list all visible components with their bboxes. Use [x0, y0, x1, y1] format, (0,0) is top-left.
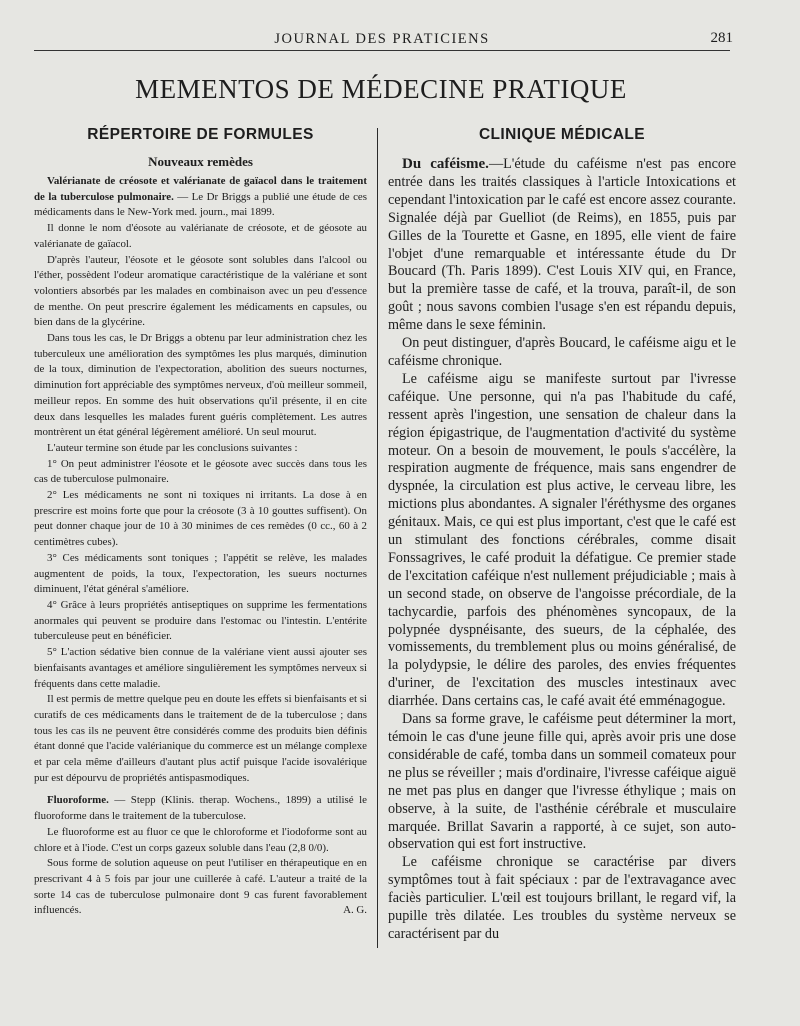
- paragraph: On peut distinguer, d'après Boucard, le caféisme aigu et le caféisme chronique.: [388, 335, 736, 369]
- conclusion-5: 5° L'action sédative bien connue de la valériane vient aussi ajouter ses bienfaisants avantages et améliore singulièrement les symptômes nerveux si fréquents dans cette maladie.: [34, 646, 367, 690]
- paragraph: Le fluoroforme est au fluor ce que le chloroforme et l'iodoforme sont au chlore et à l'iode. C'est un corps gazeux soluble dans l'eau (2,8 0/0).: [34, 825, 367, 854]
- section-heading-formulas: RÉPERTOIRE DE FORMULES: [87, 126, 314, 143]
- paragraph-fluoroforme: [34, 793, 367, 824]
- paragraph: [34, 856, 367, 919]
- right-column-text: [388, 156, 736, 944]
- entry-text: — Stepp (Klinis. therap. Wochens., 1899) a utilisé le fluoroforme dans le traitement de la tuberculose.: [34, 794, 367, 823]
- entry-title: Valérianate de créosote et valérianate de gaïacol dans le traitement de la tuberculose pulmonaire.: [34, 175, 367, 203]
- paragraph-cafeisme: [388, 156, 736, 335]
- paragraph: Il est permis de mettre quelque peu en doute les effets si bienfaisants et si curatifs de ces médicaments dans le traitement de de la tuberculose ; dans tous les cas ils ne peuvent être considérés comme des produits bien définis étant donné que l'acide valérianique du commerce est un mélange complexe et par cela même d'ailleurs d'autant plus actif puisque l'acide isovalérique pur est dépourvu de propriétés antispasmodiques.: [34, 693, 367, 784]
- page-number: 281: [710, 30, 733, 46]
- paragraph: Dans tous les cas, le Dr Briggs a obtenu par leur administration chez les tuberculeux une amélioration des symptômes les plus marqués, diminution de la toux, diminution de l'expectoration, abolition des sueurs nocturnes, diminution fort appréciable des symptômes nerveux, d'où meilleur sommeil, meilleur repos. En somme des huit observations qu'il présente, il en cite deux dans lesquelles les malades furent guéris complètement. Les autres montrèrent un état général légèrement amélioré. Un seul mourut.: [34, 332, 367, 439]
- entry-text: —L'étude du caféisme n'est pas encore entrée dans les traités classiques à l'article Intoxications et cependant l'intoxication par le café est encore assez courante. Signalée déjà par Guelliot (de Reims), en 1855, puis par Gilles de la Tourette et Gasne, en 1895, elle vient de faire l'objet d'une remarquable et intéressante étude du Dr Boucard (Th. Paris 1899). C'est Louis XIV qui, en France, but la première tasse de café, et la trouva, paraît-il, de son goût ; nous savons combien l'usage s'en est répandu depuis, même dans le sexe féminin.: [388, 156, 737, 334]
- subsection-heading: Nouveaux remèdes: [148, 154, 253, 169]
- paragraph: Le caféisme aigu se manifeste surtout par l'ivresse caféique. Une personne, qui n'a pas l'habitude du café, ressent après l'ingestion, une sensation de chaleur dans la région épigastrique, de l'augmentation d'activité du système moteur. On a besoin de mouvement, le pouls s'accélère, la respiration augmente de fréquence, mais sans engendrer de dyspnée, la circulation est plus active, le cerveau libre, les mictions plus abondantes. A signaler l'éréthysme des organes génitaux. Mais, ce qui est plus important, c'est que le café est un stimulant des fonctions cérébrales, comme disait Fonssagrives, le café produit la défatigue. Ce premier stade de l'excitation caféique n'est nullement préjudiciable ; mais à un second stade, on observe de l'angoisse précordiale, de la tachycardie, parfois des phénomènes syncopaux, de la polypnée dyspnéisante, des sueurs, de la céphalée, des vomissements, du tremblement plus ou moins généralisé, de la polydypsie, le délire des paroles, des envies fréquentes d'uriner, de l'excitation des muscles intestinaux avec diarrhée. Dans certains cas, le café avait été emménagogue.: [388, 370, 736, 710]
- conclusion-1: 1° On peut administrer l'éosote et le géosote avec succès dans tous les cas de tuberculose pulmonaire.: [34, 457, 367, 486]
- entry-text: — Le Dr Briggs a publié une étude de ces médicaments dans le New-York med. journ., mai 1899.: [34, 190, 367, 219]
- conclusion-4: 4° Grâce à leurs propriétés antiseptiques on supprime les fermentations anormales qui peuvent se produire dans l'estomac ou l'intestin. L'entérite tuberculeuse peut en bénéficier.: [34, 598, 367, 643]
- paragraph: D'après l'auteur, l'éosote et le géosote sont solubles dans l'alcool ou l'éther, possèdent l'odeur aromatique caractéristique de la valériane et sont volontiers absorbés par les malades en combinaison avec un peu d'essence de menthe. On peut prescrire également les médicaments en capsules, ou bien dans de la glycérine.: [34, 253, 367, 329]
- paragraph: L'auteur termine son étude par les conclusions suivantes :: [47, 441, 298, 454]
- running-header: [34, 30, 733, 51]
- column-divider: [377, 128, 378, 948]
- paragraph-valerianate: [34, 174, 367, 221]
- paragraph: Il donne le nom d'éosote au valérianate de créosote, et de géosote au valérianate de gaïacol.: [34, 222, 367, 250]
- conclusion-3: 3° Ces médicaments sont toniques ; l'appétit se relève, les malades augmentent de poids, la toux, l'expectoration, les sueurs nocturnes diminuent, l'état général s'améliore.: [34, 551, 367, 596]
- paragraph: Le caféisme chronique se caractérise par divers symptômes tout à fait spéciaux : par de l'extravagance avec faciès particulier. L'œil est toujours brillant, le regard vif, la pupille très dilatée. Les troubles du système nerveux se caractérisent par du: [388, 854, 736, 942]
- left-column: [34, 126, 367, 919]
- entry-title: Du caféisme.: [402, 156, 489, 172]
- conclusion-2: 2° Les médicaments ne sont ni toxiques ni irritants. La dose à en prescrire est moins forte que pour la créosote (3 à 10 gouttes suffisent). On peut donner chaque jour de 10 à 30 minimes de ces remèdes (0 cc., 60 à 2 centimètres cubes).: [34, 489, 367, 549]
- section-heading-clinique: CLINIQUE MÉDICALE: [478, 126, 646, 143]
- right-column: [388, 126, 736, 944]
- left-column-text: [34, 174, 367, 919]
- journal-title: JOURNAL DES PRATICIENS: [274, 31, 490, 47]
- paragraph-text: Sous forme de solution aqueuse on peut l'utiliser en thérapeutique en en prescrivant 4 à 5 fois par jour une cuillerée à café. L'auteur a traité de la sorte 14 cas de tuberculose pulmonaire dont 9 cas furent favorablement influencés.: [34, 857, 367, 917]
- author-signature: A. G.: [343, 904, 367, 917]
- paragraph: Dans sa forme grave, le caféisme peut déterminer la mort, témoin le cas d'une jeune fille qui, après avoir pris une dose considérable de café, tomba dans un sommeil comateux pour ne plus se réveiller ; mais d'ordinaire, l'ivresse caféique aiguë ne met pas plus en danger que l'ivresse éthylique ; mais on observe, à la suite, de l'asthénie cérébrale et musculaire marquée. Brillat Savarin a rapporté, à ce sujet, son auto-observation qui est fort instructive.: [388, 711, 736, 853]
- entry-title: Fluoroforme.: [47, 794, 109, 807]
- page-title: MEMENTOS DE MÉDECINE PRATIQUE: [135, 74, 627, 104]
